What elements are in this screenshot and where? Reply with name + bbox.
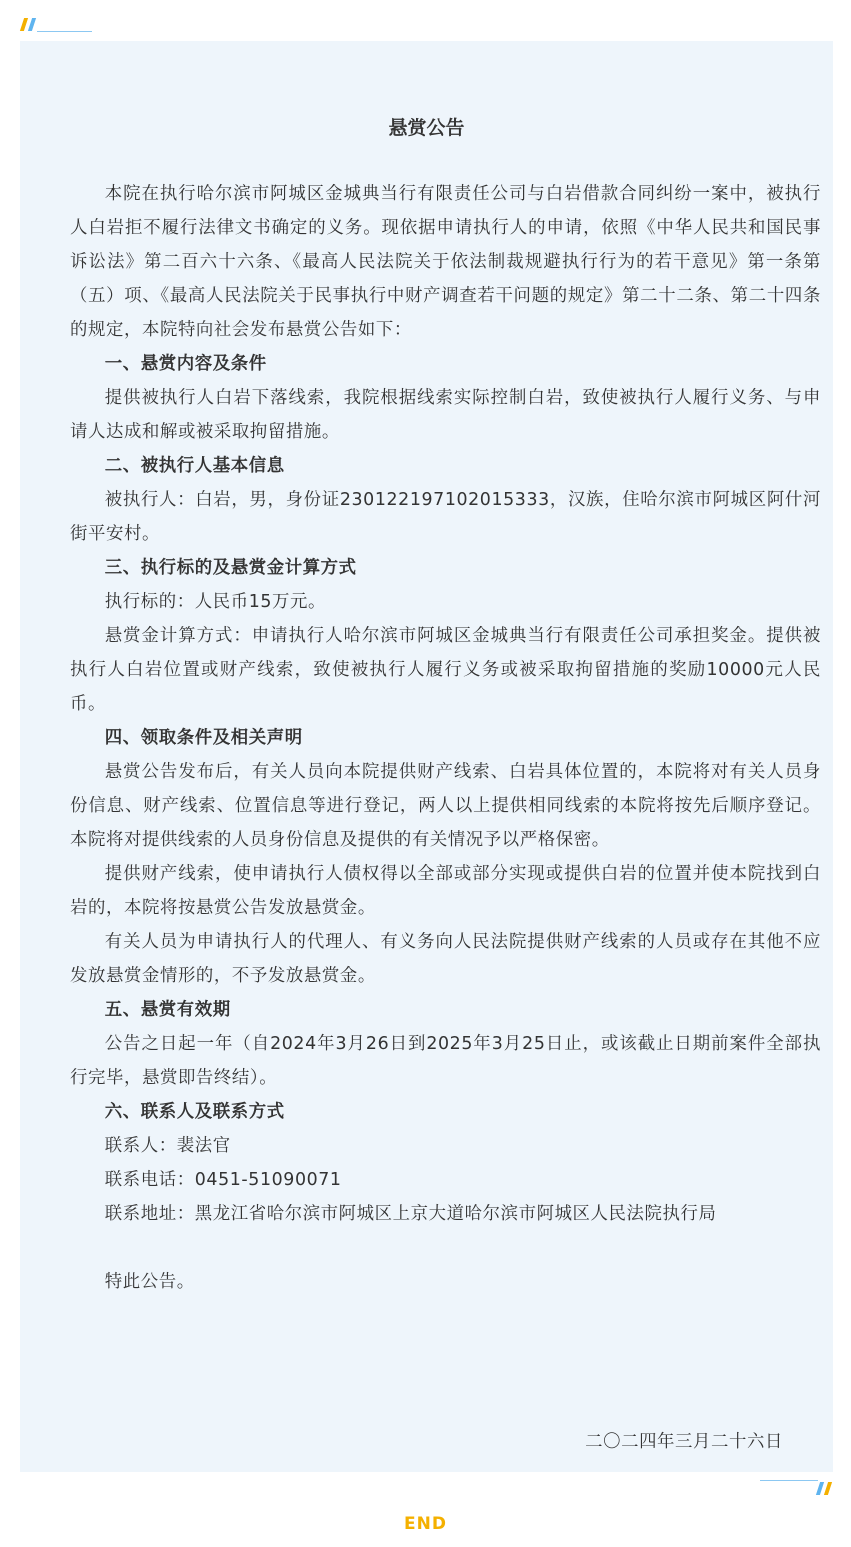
section-heading: 二、被执行人基本信息 (104, 456, 285, 476)
intro-paragraph: 本院在执行哈尔滨市阿城区金城典当行有限责任公司与白岩借款合同纠纷一案中，被执行人白岩拒不履行法律文书确定的义务。现依据申请执行人的申请，依照《中华人民共和国民事诉讼法》第二百六十六条、《最高人民法院关于依法制裁规避执行行为的若干意见》第一条第（五）项、《最高人民法院关于民事执行中财产调查若干问题的规定》第二十二条、第二十四条的规定，本院特向社会发布悬赏公告如下： (70, 184, 821, 340)
section-heading: 五、悬赏有效期 (104, 1000, 231, 1020)
decor-slash-blue (28, 18, 36, 31)
notice-title: 悬赏公告 (388, 117, 465, 139)
decor-slash-yellow (20, 18, 28, 31)
notice-date: 二〇二四年三月二十六日 (585, 1432, 783, 1452)
decor-line-top (37, 31, 92, 32)
decor-slash-yellow (824, 1482, 832, 1495)
body-paragraph: 被执行人：白岩，男，身份证230122197102015333，汉族，住哈尔滨市阿城区阿什河街平安村。 (70, 490, 821, 544)
closing-line: 特此公告。 (104, 1272, 195, 1292)
end-label: END (404, 1514, 447, 1534)
notice-card (20, 41, 833, 1472)
body-paragraph: 公告之日起一年（自2024年3月26日到2025年3月25日止，或该截止日期前案件全部执行完毕，悬赏即告终结）。 (70, 1034, 821, 1088)
body-paragraph: 悬赏金计算方式：申请执行人哈尔滨市阿城区金城典当行有限责任公司承担奖金。提供被执行人白岩位置或财产线索，致使被执行人履行义务或被采取拘留措施的奖励10000元人民币。 (70, 626, 821, 714)
body-paragraph: 提供财产线索，使申请执行人债权得以全部或部分实现或提供白岩的位置并使本院找到白岩的，本院将按悬赏公告发放悬赏金。 (70, 864, 821, 918)
body-paragraph: 有关人员为申请执行人的代理人、有义务向人民法院提供财产线索的人员或存在其他不应发放悬赏金情形的，不予发放悬赏金。 (70, 932, 821, 986)
contact-phone: 联系电话：0451-51090071 (104, 1170, 342, 1190)
contact-address: 联系地址：黑龙江省哈尔滨市阿城区上京大道哈尔滨市阿城区人民法院执行局 (104, 1204, 717, 1224)
decor-slash-blue (816, 1482, 824, 1495)
body-paragraph: 提供被执行人白岩下落线索，我院根据线索实际控制白岩，致使被执行人履行义务、与申请人达成和解或被采取拘留措施。 (70, 388, 821, 442)
section-heading: 三、执行标的及悬赏金计算方式 (104, 558, 357, 578)
section-heading: 一、悬赏内容及条件 (104, 354, 267, 374)
section-heading: 四、领取条件及相关声明 (104, 728, 303, 748)
decor-line-bottom (760, 1480, 818, 1481)
body-paragraph: 悬赏公告发布后，有关人员向本院提供财产线索、白岩具体位置的，本院将对有关人员身份信息、财产线索、位置信息等进行登记，两人以上提供相同线索的本院将按先后顺序登记。本院将对提供线索的人员身份信息及提供的有关情况予以严格保密。 (70, 762, 821, 850)
contact-person: 联系人：裴法官 (104, 1136, 231, 1156)
section-heading: 六、联系人及联系方式 (104, 1102, 285, 1122)
body-paragraph: 执行标的：人民币15万元。 (104, 592, 327, 612)
notice-body (70, 177, 821, 1299)
